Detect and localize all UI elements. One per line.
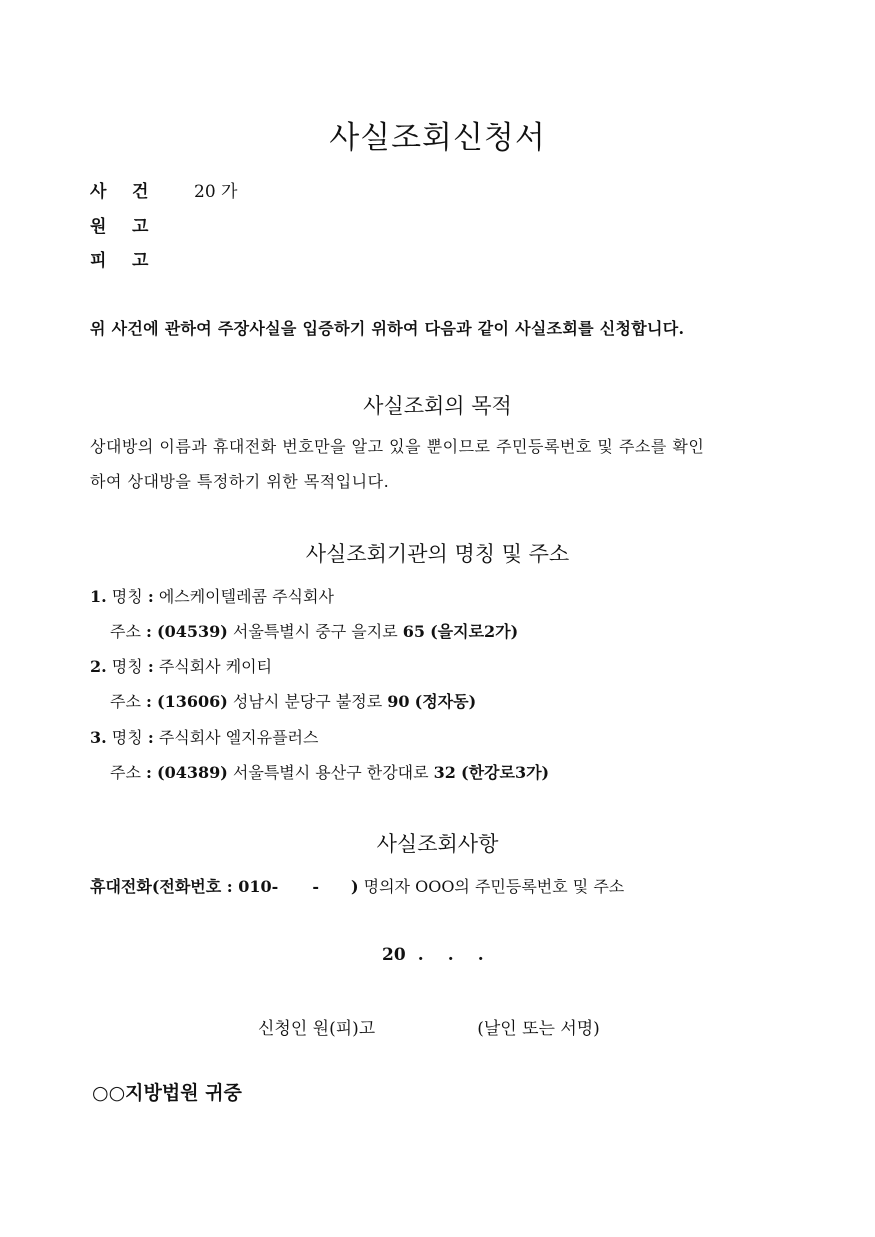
address-label: 주소	[110, 692, 141, 711]
institution-number: 2.	[90, 657, 107, 676]
colon: :	[147, 657, 154, 676]
defendant-label-char-1: 피	[90, 251, 107, 271]
colon: :	[147, 728, 154, 747]
phone-dash: -	[312, 877, 319, 896]
institution-name: 주식회사 엘지유플러스	[158, 728, 319, 747]
institution-number: 1.	[90, 587, 107, 606]
address-label: 주소	[110, 622, 141, 641]
institution-2-name-row	[90, 654, 272, 677]
address-detail: (한강로3가)	[461, 763, 550, 782]
address-number: 65	[402, 622, 426, 641]
inquiry-line	[90, 874, 624, 897]
address-text: 서울특별시 중구 을지로	[232, 622, 398, 641]
address-number: 90	[387, 692, 410, 711]
institution-3-address-row	[110, 760, 549, 783]
institution-number: 3.	[90, 728, 107, 747]
plaintiff-label-char-1: 원	[90, 217, 107, 237]
phone-prefix: 휴대전화(전화번호 : 010-	[90, 877, 279, 896]
colon: :	[147, 587, 154, 606]
case-label-char-1: 사	[90, 182, 107, 202]
phone-suffix: )	[350, 877, 359, 896]
defendant-label-char-2: 고	[132, 251, 149, 271]
case-number-row	[90, 177, 148, 202]
signature-line	[258, 1014, 600, 1039]
institution-1-name-row	[90, 584, 334, 607]
zip-code: (04389)	[157, 763, 228, 782]
date-line	[382, 945, 496, 965]
date-year: 20	[382, 945, 406, 965]
purpose-heading: 사실조회의 목적	[363, 394, 512, 418]
applicant-label: 신청인 원(피)고	[258, 1019, 376, 1039]
address-number: 32	[433, 763, 456, 782]
address-label: 주소	[110, 763, 141, 782]
document-title: 사실조회신청서	[329, 120, 546, 156]
colon: :	[146, 763, 152, 782]
purpose-line-2: 하여 상대방을 특정하기 위한 목적입니다.	[90, 472, 390, 491]
institution-name: 에스케이텔레콤 주식회사	[158, 587, 334, 606]
plaintiff-label-char-2: 고	[132, 217, 149, 237]
institution-1-address-row	[110, 619, 518, 642]
seal-label: (날인 또는 서명)	[477, 1019, 600, 1039]
case-number-value: 20 가	[194, 182, 238, 202]
inquiry-rest: 명의자 OOO의 주민등록번호 및 주소	[363, 877, 625, 896]
inquiry-heading: 사실조회사항	[376, 832, 499, 856]
colon: :	[146, 692, 152, 711]
date-sep: .	[417, 945, 424, 965]
case-label-char-2: 건	[132, 182, 149, 202]
colon: :	[146, 622, 152, 641]
court-addressee: ○○지방법원 귀중	[92, 1082, 242, 1104]
address-text: 서울특별시 용산구 한강대로	[232, 763, 429, 782]
name-label: 명칭	[111, 657, 143, 676]
defendant-row	[90, 246, 148, 271]
address-detail: (을지로2가)	[430, 622, 519, 641]
name-label: 명칭	[111, 728, 143, 747]
institutions-heading: 사실조회기관의 명칭 및 주소	[305, 542, 570, 566]
address-detail: (정자동)	[414, 692, 477, 711]
institution-name: 주식회사 케이티	[158, 657, 273, 676]
plaintiff-row	[90, 212, 148, 237]
address-text: 성남시 분당구 불정로	[232, 692, 383, 711]
institution-2-address-row	[110, 689, 476, 712]
purpose-line-1: 상대방의 이름과 휴대전화 번호만을 알고 있을 뿐이므로 주민등록번호 및 주소를 확인	[90, 437, 705, 456]
name-label: 명칭	[111, 587, 143, 606]
date-sep: .	[477, 945, 484, 965]
date-sep: .	[447, 945, 454, 965]
institution-3-name-row	[90, 725, 318, 748]
zip-code: (04539)	[157, 622, 228, 641]
intro-sentence: 위 사건에 관하여 주장사실을 입증하기 위하여 다음과 같이 사실조회를 신청합니다.	[90, 319, 685, 338]
zip-code: (13606)	[157, 692, 228, 711]
